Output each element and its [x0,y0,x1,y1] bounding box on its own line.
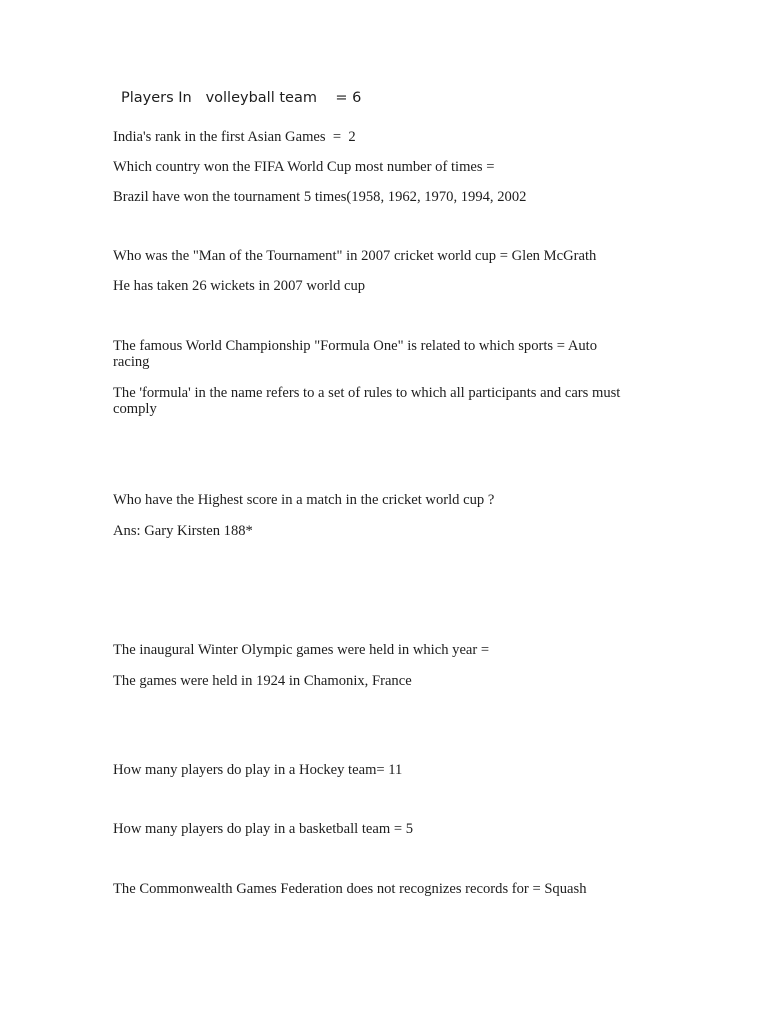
text-line: Brazil have won the tournament 5 times(1958, 1962, 1970, 1994, 2002 [113,189,527,205]
text-line: The games were held in 1924 in Chamonix, France [113,673,412,689]
page-heading: Players In volleyball team = 6 [121,90,362,106]
text-line: He has taken 26 wickets in 2007 world cup [113,278,366,294]
text-line: How many players do play in a basketball team = 5 [113,821,414,837]
text-line: The Commonwealth Games Federation does not recognizes records for = Squash [113,881,587,897]
text-line: Which country won the FIFA World Cup most number of times = [113,159,495,175]
text-line: Who was the "Man of the Tournament" in 2007 cricket world cup = Glen McGrath [113,248,597,264]
text-line: How many players do play in a Hockey team= 11 [113,762,403,778]
text-line: Ans: Gary Kirsten 188* [113,523,253,539]
text-line: The inaugural Winter Olympic games were held in which year = [113,642,490,658]
text-line: The 'formula' in the name refers to a set of rules to which all participants and cars must comply [113,385,625,417]
text-line: Who have the Highest score in a match in the cricket world cup ? [113,492,495,508]
text-line: India's rank in the first Asian Games = 2 [113,129,356,145]
text-line: The famous World Championship "Formula One" is related to which sports = Auto racing [113,338,601,370]
